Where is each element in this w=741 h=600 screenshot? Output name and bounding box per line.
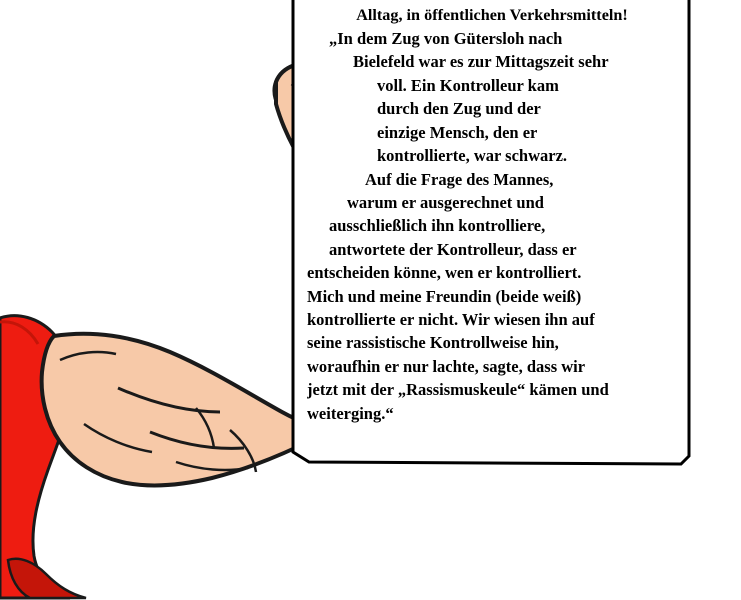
note-line-7: Auf die Frage des Mannes, — [365, 169, 554, 189]
note-line-4: durch den Zug und der — [377, 99, 541, 119]
note-title: Alltag, in öffentlichen Verkehrsmitteln! — [356, 6, 628, 24]
note-line-15: woraufhin er nur lachte, sagte, dass wir — [307, 356, 586, 376]
paper-note — [289, 0, 694, 472]
note-line-8: warum er ausgerechnet und — [347, 192, 544, 212]
note-line-13: kontrollierte er nicht. Wir wiesen ihn auf — [307, 310, 595, 330]
note-text-block — [307, 4, 677, 444]
note-line-11: entscheiden könne, wen er kontrolliert. — [307, 263, 582, 283]
note-line-2: Bielefeld war es zur Mittagszeit sehr — [353, 52, 609, 72]
note-line-6: kontrollierte, war schwarz. — [377, 146, 568, 166]
note-line-10: antwortete der Kontrolleur, dass er — [329, 239, 577, 259]
note-line-12: Mich und meine Freundin (beide weiß) — [307, 286, 582, 306]
note-line-16: jetzt mit der „Rassismuskeule“ kämen und — [307, 380, 609, 400]
note-line-3: voll. Ein Kontrolleur kam — [377, 75, 559, 95]
note-body — [307, 27, 677, 425]
note-line-17: weiterging.“ — [307, 403, 394, 423]
note-line-1: „In dem Zug von Gütersloh nach — [329, 29, 563, 48]
note-line-5: einzige Mensch, den er — [377, 122, 538, 142]
note-line-14: seine rassistische Kontrollweise hin, — [307, 333, 559, 353]
note-line-9: ausschließlich ihn kontrolliere, — [329, 216, 546, 236]
